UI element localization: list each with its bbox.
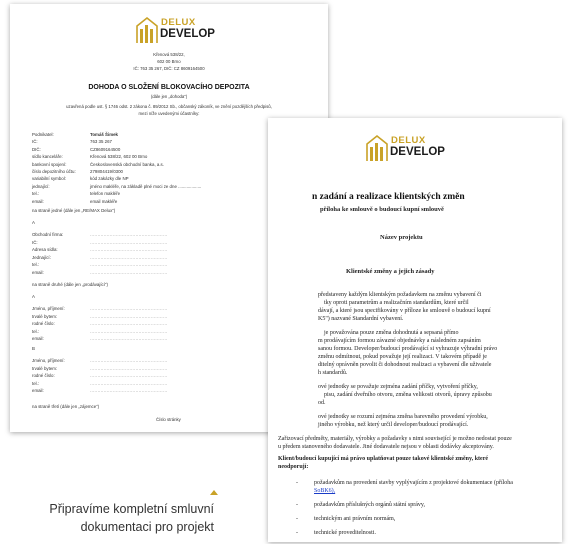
field-label: DIČ: (32, 146, 41, 152)
blank-field: ................................................... (90, 336, 168, 342)
body-text-line: technické proveditelnosti. (314, 530, 376, 536)
field-label: číslo depozitního účtu: (32, 169, 76, 174)
field-label: email: (32, 388, 44, 394)
field-label: trvalé bytem: (32, 365, 58, 371)
field-label: bankovní spojení: (32, 161, 67, 167)
field-label: IČ: (32, 139, 38, 145)
house-icon (366, 134, 388, 162)
field-value: CZ8609164500 (90, 146, 121, 152)
bullet-icon: - (296, 516, 298, 522)
caption-line: Připravíme kompletní smluvní (49, 502, 214, 516)
body-text-line: tky oproti parametrům a realizačním standardům, které určil (324, 300, 469, 306)
field-label: Jméno, příjmení: (32, 358, 65, 363)
field-label: sídlo kanceláře: (32, 154, 63, 160)
blank-field: ................................................... (90, 247, 168, 253)
field-value: Křenová 538/22, 602 00 Brno (90, 154, 148, 160)
body-text-line: ové jednotky se považuje zejména zadání příčky, vytvoření příčky, (318, 384, 478, 390)
intro-text: uzavřená podle ust. § 1746 odst. 2 zákona č. 89/2012 Sb., občanský zákoník, ve znění pozdějších předpisů, (66, 104, 272, 109)
client-changes-document-preview (268, 118, 562, 542)
blank-field: ................................................... (90, 313, 168, 319)
field-label: tel.: (32, 380, 40, 386)
body-text-line: Zařizovací předměty, materiály, výrobky a požadavky s nimi související je možno nedostat pouze (278, 436, 512, 442)
body-text-line: pisu, zadání dveřního otvoru, změna velikosti otvorů, úpravy způsobu (324, 392, 492, 398)
field-label: tel.: (32, 328, 40, 334)
field-value: Tomáš Šimek (90, 132, 118, 137)
blank-field: ................................................... (90, 232, 168, 237)
accent-triangle-icon (210, 490, 218, 495)
address-line: Křenová 538/22, (153, 52, 185, 57)
blank-field: ................................................... (90, 254, 168, 260)
body-text-line: požadavkům příslušných orgánů státní správy, (314, 502, 425, 508)
field-label: Jednající: (32, 254, 51, 260)
field-label: rodné číslo: (32, 373, 55, 379)
address-line: IČ: 763 35 267, DIČ: CZ 8609164500 (133, 66, 205, 71)
house-icon (136, 16, 158, 44)
field-value: telefon makléře (90, 191, 121, 197)
brand-line1: DELUX (161, 17, 196, 28)
intro-text: mezi níže uvedenými účastníky: (138, 111, 200, 116)
section-label: A (32, 220, 35, 225)
body-text-line: je považována pouze změna dohodnutá a sepsaná přímo (324, 330, 459, 336)
blank-field: ................................................... (90, 358, 168, 363)
field-value: kód zakázky dle NP (90, 176, 129, 182)
body-text-line: SoBK6), (314, 488, 336, 494)
body-text-line: požadavkům na provedení stavby vyplývajícím z projektové dokumentace (příloha (314, 480, 513, 486)
document-subtitle: příloha ke smlouvě o budoucí kupní smlouvě (320, 206, 444, 213)
blank-field: ................................................... (90, 262, 168, 268)
field-label: Adresa sídla: (32, 247, 58, 253)
document-title: DOHODA O SLOŽENÍ BLOKOVACÍHO DEPOZITA (88, 84, 250, 91)
brand-logo (366, 132, 446, 164)
section-heading: Klientské změny a jejich zásady (346, 268, 435, 275)
blank-field: ................................................... (90, 328, 168, 334)
body-text-line: neodporují: (278, 464, 309, 470)
body-text-line: ditelný oprávněn povolit či dohodnout realizaci a vybavení dle uživatele (318, 362, 492, 368)
field-label: tel.: (32, 191, 40, 197)
page-number-label: Číslo stránky (156, 417, 181, 422)
brand-line2: DEVELOP (390, 146, 445, 158)
body-text-line: jiného výrobku, než který určil developer/budoucí prodávající. (318, 422, 469, 428)
blank-field: ................................................... (90, 365, 168, 371)
body-text-line: změnu odmítnout, pokud považuje její realizaci. V takovém případě je (318, 354, 487, 360)
brand-logo (136, 14, 216, 46)
field-label: trvalé bytem: (32, 313, 58, 319)
body-text-line: představeny každým klientským požadavkem na změnu vybavení či (318, 292, 482, 298)
blank-field: ................................................... (90, 270, 168, 275)
field-label: email: (32, 336, 44, 342)
body-text-line: od. (318, 400, 326, 406)
document-title: n zadání a realizace klientských změn (312, 192, 465, 202)
party3-footer: na straně třetí (dále jen „zájemce“) (32, 404, 100, 409)
blank-field: ................................................... (90, 388, 168, 394)
body-text-line: Klient/budoucí kupující má právo uplatňovat pouze takové klientské změny, které (278, 456, 489, 462)
field-label: rodné číslo: (32, 321, 55, 327)
document-subtitle: (dále jen „dohoda“) (150, 94, 188, 99)
field-value: Československá obchodní banka, a.s. (90, 161, 164, 167)
address-line: 602 00 Brno (157, 59, 181, 64)
body-text-line: K5") nazvané Standardní vybavení. (318, 316, 404, 322)
blank-field: ................................................... (90, 373, 168, 379)
field-label: jednající: (32, 183, 50, 189)
caption-line: dokumentaci pro projekt (80, 520, 214, 534)
blank-field: ................................................... (90, 321, 168, 327)
field-value: email makléře (90, 198, 118, 204)
body-text-line: ové jednotky se rozumí zejména změna barevného provedení výrobku, (318, 414, 488, 420)
body-text-line: sanou formou. Developer/budoucí prodávající si vyhrazuje výhradní právo (318, 346, 498, 352)
body-text-line: m prodávajícím formou závazné objednávky a následném zapsáním (318, 338, 481, 344)
field-label: Podnikatel: (32, 132, 54, 137)
section-label: B (32, 346, 35, 351)
party1-footer: na straně jedné (dále jen „RE/MAX Delux“) (32, 208, 116, 213)
brand-line2: DEVELOP (160, 28, 215, 40)
body-text-line: h standardů. (318, 370, 348, 376)
body-text-line: dávají, a které jsou specifikovány v příloze ke smlouvě o budoucí kupní (318, 308, 491, 314)
field-value: 763 35 267 (90, 139, 112, 145)
body-text-line: technickým ani právním normám, (314, 516, 396, 522)
bullet-icon: - (296, 530, 298, 536)
field-label: tel.: (32, 262, 40, 268)
field-label: email: (32, 198, 44, 204)
field-label: variabilní symbol: (32, 176, 66, 182)
party2-footer: na straně druhé (dále jen „prodávající“) (32, 282, 108, 287)
brand-line1: DELUX (391, 135, 426, 146)
field-value: jméno makléře, na základě plné moci ze dne ................... (90, 183, 202, 189)
bullet-icon: - (296, 480, 298, 486)
field-label: email: (32, 270, 44, 275)
project-name: Název projektu (380, 234, 423, 241)
blank-field: ................................................... (90, 306, 168, 311)
section-label: A (32, 294, 35, 299)
blank-field: ................................................... (90, 239, 168, 245)
field-label: Jméno, příjmení: (32, 306, 65, 311)
body-text-line: u předem stanoveného dodavatele. Jiné dodavatele nejsou v oblasti dodávky akceptovány. (278, 444, 494, 450)
blank-field: ................................................... (90, 380, 168, 386)
field-label: Obchodní firma: (32, 232, 64, 237)
field-label: IČ: (32, 239, 38, 245)
field-value: 279804419/0300 (90, 169, 123, 174)
bullet-icon: - (296, 502, 298, 508)
